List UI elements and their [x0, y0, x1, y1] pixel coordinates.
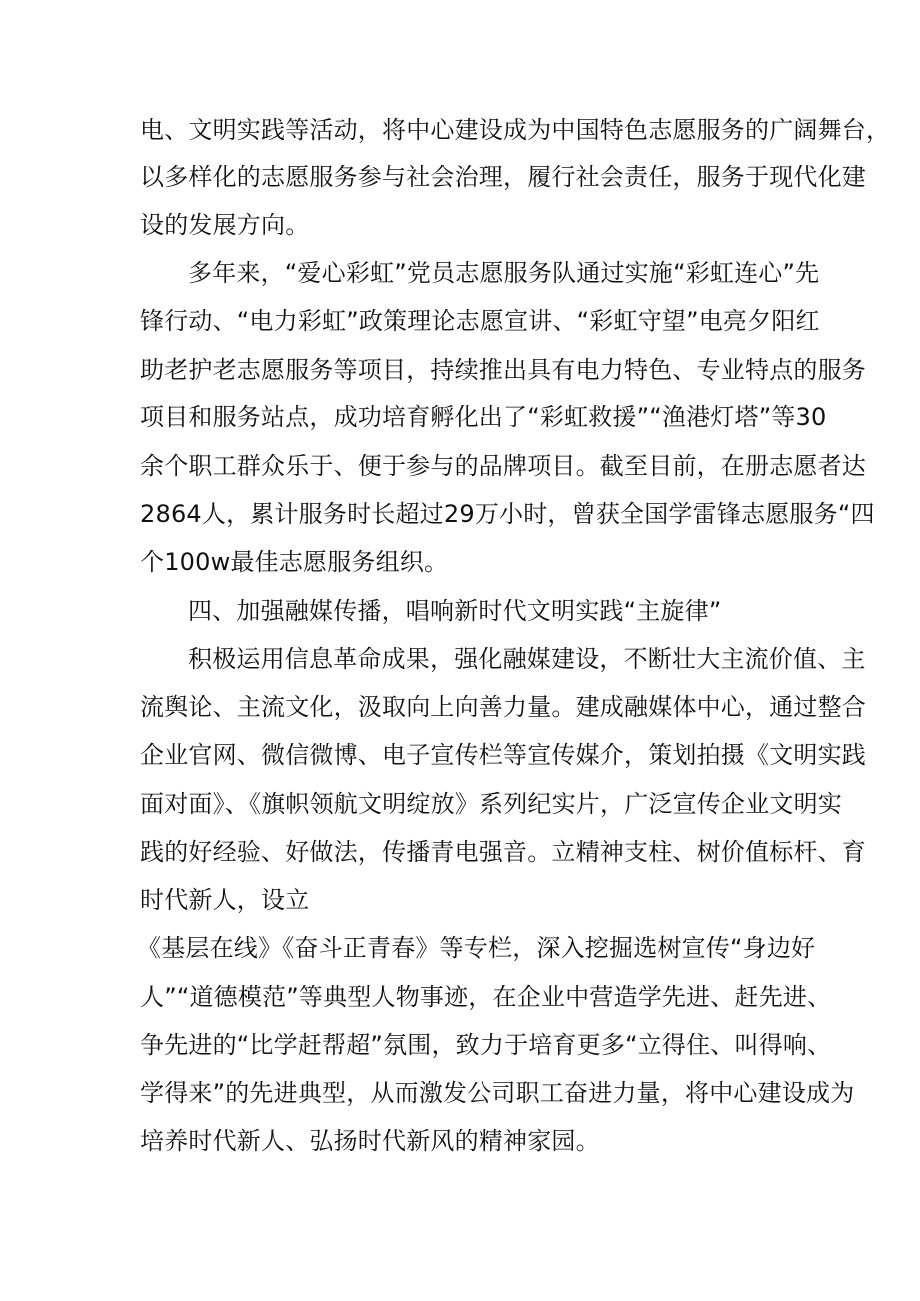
body-text-line: 面对面》、《旗帜领航文明绽放》系列纪实片，广泛宣传企业文明实	[140, 790, 842, 818]
body-text-line: 人”“道德模范”等典型人物事迹，在企业中营造学先进、赶先进、	[140, 983, 832, 1011]
body-text-line: 个100w最佳志愿服务组织。	[140, 548, 449, 576]
section-heading: 四、加强融媒传播，唱响新时代文明实践“主旋律”	[188, 597, 722, 625]
body-text-line: 项目和服务站点，成功培育孵化出了“彩虹救援”“渔港灯塔”等30	[140, 403, 827, 431]
body-text-line: 学得来”的先进典型，从而激发公司职工奋进力量，将中心建设成为	[140, 1079, 855, 1107]
body-text-line: 2864人，累计服务时长超过29万小时，曾获全国学雷锋志愿服务“四	[140, 500, 875, 528]
body-text-line: 锋行动、“电力彩虹”政策理论志愿宣讲、“彩虹守望”电亮夕阳红	[140, 307, 820, 335]
body-text-line: 践的好经验、好做法，传播青电强音。立精神支柱、树价值标杆、育	[140, 838, 866, 866]
body-text-line: 《基层在线》《奋斗正青春》等专栏，深入挖掘选树宣传“身边好	[137, 934, 816, 962]
body-text-line: 助老护老志愿服务等项目，持续推出具有电力特色、专业特点的服务	[140, 356, 866, 384]
body-text-line: 流舆论、主流文化，汲取向上向善力量。建成融媒体中心，通过整合	[140, 693, 866, 721]
body-text-line: 争先进的“比学赶帮超”氛围，致力于培育更多“立得住、叫得响、	[140, 1031, 832, 1059]
body-text-line: 企业官网、微信微博、电子宣传栏等宣传媒介，策划拍摄《文明实践	[140, 741, 866, 769]
paragraph-start-line: 多年来，“爱心彩虹”党员志愿服务队通过实施“彩虹连心”先	[188, 259, 820, 287]
body-text-line: 培养时代新人、弘扬时代新风的精神家园。	[140, 1127, 600, 1155]
body-text-line: 设的发展方向。	[140, 211, 310, 239]
body-text-line: 电、文明实践等活动，将中心建设成为中国特色志愿服务的广阔舞台，	[140, 116, 891, 144]
body-text-line: 以多样化的志愿服务参与社会治理，履行社会责任，服务于现代化建	[140, 163, 866, 191]
body-text-line: 时代新人，设立	[140, 886, 310, 914]
paragraph-start-line: 积极运用信息革命成果，强化融媒建设，不断壮大主流价值、主	[188, 645, 866, 673]
body-text-line: 余个职工群众乐于、便于参与的品牌项目。截至目前，在册志愿者达	[140, 452, 866, 480]
